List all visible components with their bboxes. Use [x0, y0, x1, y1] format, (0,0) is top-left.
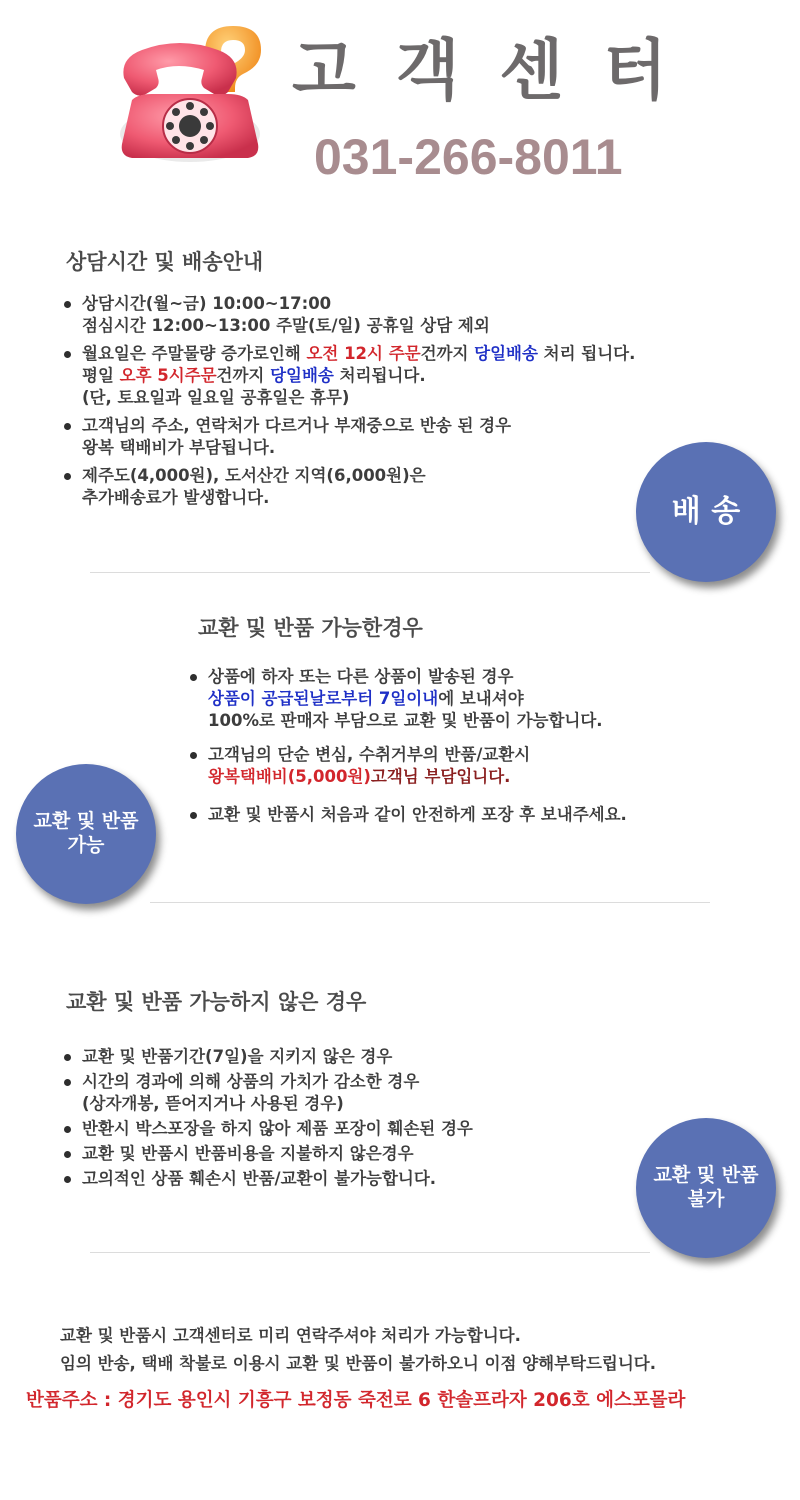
divider [90, 572, 650, 573]
footer-notice: 임의 반송, 택배 착불로 이용시 교환 및 반품이 불가하오니 이점 양해부탁드립니다. [60, 1354, 656, 1373]
page-title: 고객센터 [292, 32, 708, 109]
return-impossible-badge: 교환 및 반품 불가 [636, 1118, 776, 1258]
list-item: 교환 및 반품시 반품비용을 지불하지 않은경우 [62, 1143, 473, 1165]
telephone-question-icon [110, 22, 270, 172]
shipping-info-list [62, 293, 635, 509]
list-item: 교환 및 반품시 처음과 같이 안전하게 포장 후 보내주세요. [188, 804, 627, 826]
list-item: 교환 및 반품기간(7일)을 지키지 않은 경우 [62, 1046, 473, 1068]
list-item: 상품에 하자 또는 다른 상품이 발송된 경우 상품이 공급된날로부터 7일이내에 보내셔야 100%로 판매자 부담으로 교환 및 반품이 가능합니다. [188, 666, 627, 732]
list-item: 고객님의 단순 변심, 수취거부의 반품/교환시 왕복택배비(5,000원)고객님 부담입니다. [188, 744, 627, 788]
divider [150, 902, 710, 903]
return-address: 반품주소 : 경기도 용인시 기흥구 보정동 죽전로 6 한솔프라자 206호 에스포몰라 [26, 1390, 686, 1411]
list-item: 시간의 경과에 의해 상품의 가치가 감소한 경우 (상자개봉, 뜯어지거나 사용된 경우) [62, 1071, 473, 1115]
divider [90, 1252, 650, 1253]
section-heading-shipping: 상담시간 및 배송안내 [66, 250, 264, 274]
list-item: 상담시간(월~금) 10:00~17:00 점심시간 12:00~13:00 주말(토/일) 공휴일 상담 제외 [62, 293, 635, 337]
shipping-badge: 배 송 [636, 442, 776, 582]
list-item: 고의적인 상품 훼손시 반품/교환이 불가능합니다. [62, 1168, 473, 1190]
list-item: 고객님의 주소, 연락처가 다르거나 부재중으로 반송 된 경우 왕복 택배비가 부담됩니다. [62, 415, 635, 459]
list-item: 월요일은 주말물량 증가로인해 오전 12시 주문건까지 당일배송 처리 됩니다. 평일 오후 5시주문건까지 당일배송 처리됩니다. (단, 토요일과 일요일 공휴일은 휴무) [62, 343, 635, 409]
phone-number: 031-266-8011 [314, 129, 623, 185]
list-item: 제주도(4,000원), 도서산간 지역(6,000원)은 추가배송료가 발생합니다. [62, 465, 635, 509]
list-item: 반환시 박스포장을 하지 않아 제품 포장이 훼손된 경우 [62, 1118, 473, 1140]
return-possible-badge: 교환 및 반품 가능 [16, 764, 156, 904]
return-possible-list [188, 666, 627, 826]
return-impossible-list [62, 1046, 473, 1190]
section-heading-return-impossible: 교환 및 반품 가능하지 않은 경우 [66, 990, 367, 1014]
section-heading-return-possible: 교환 및 반품 가능한경우 [198, 616, 423, 640]
footer-notice: 교환 및 반품시 고객센터로 미리 연락주셔야 처리가 가능합니다. [60, 1326, 521, 1345]
